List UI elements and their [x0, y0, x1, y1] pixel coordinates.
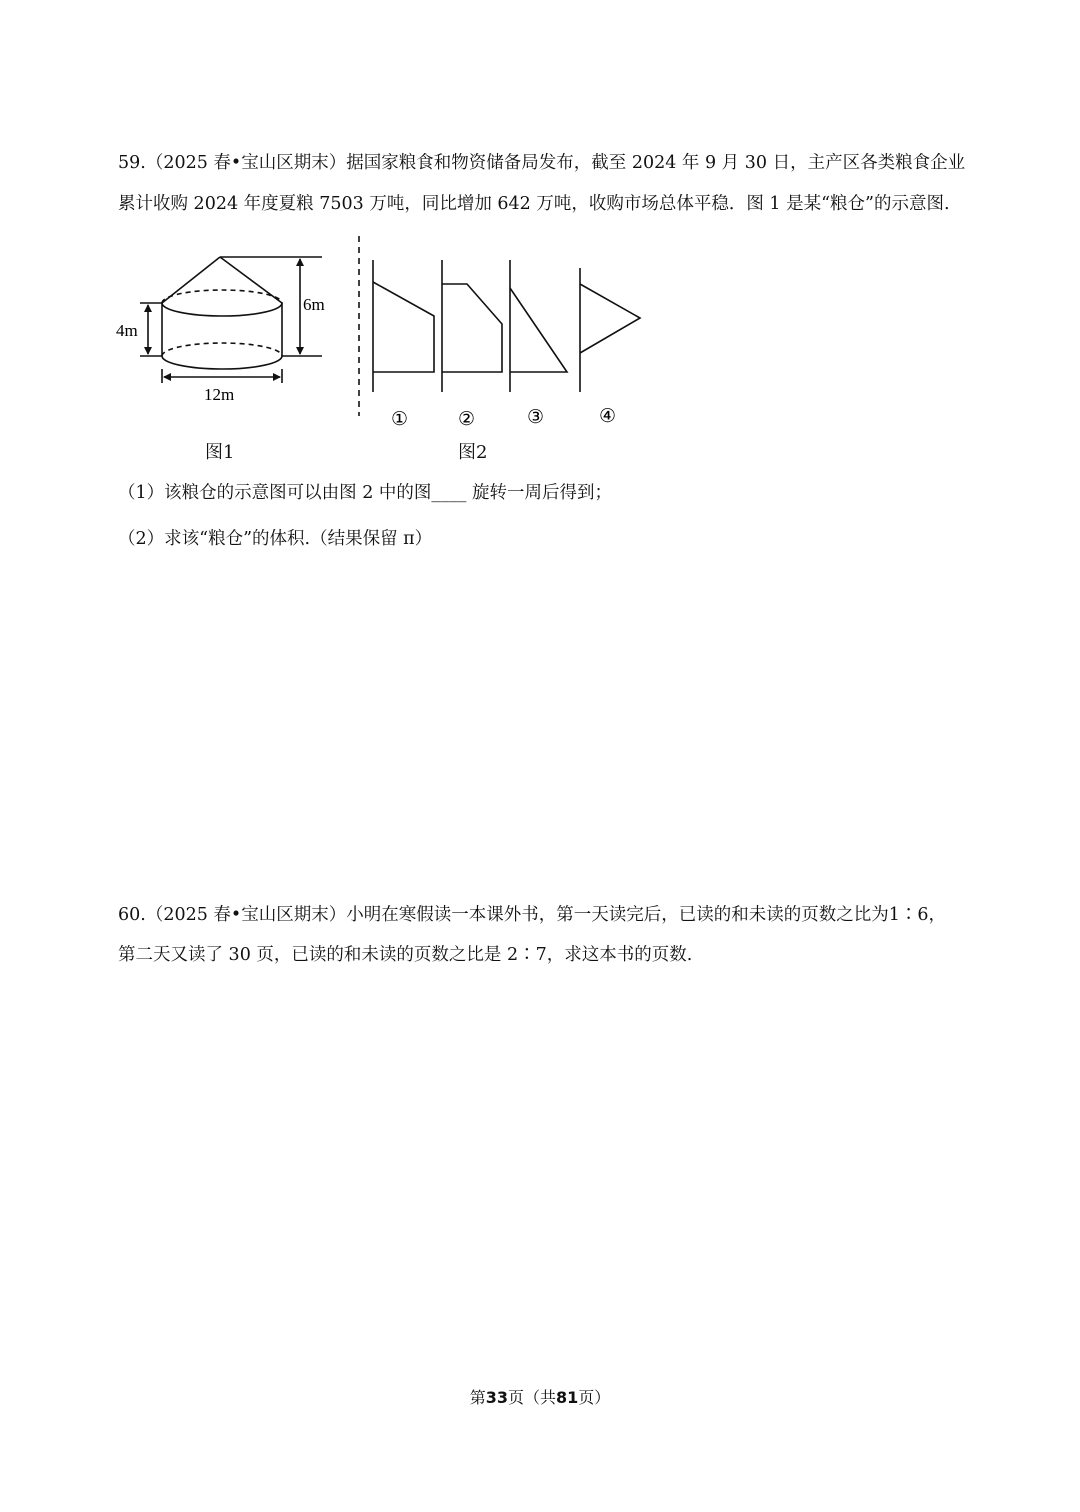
label-6m: 6m [303, 295, 325, 314]
shape3-label: ③ [527, 407, 545, 428]
top-ellipse-front [162, 303, 282, 316]
figure-1-granary [110, 245, 340, 410]
shape4-outline [580, 284, 640, 353]
shape1-outline [373, 282, 434, 372]
q59-part-1: （1）该粮仓的示意图可以由图 2 中的图____ 旋转一周后得到； [118, 483, 612, 503]
q59-part-2: （2）求该“粮仓”的体积.（结果保留 π） [118, 529, 433, 549]
page-footer [0, 1385, 1080, 1408]
q60-line-2: 第二天又读了 30 页，已读的和未读的页数之比是 2∶7，求这本书的页数. [118, 945, 693, 965]
figure-2-caption: 图2 [458, 442, 488, 463]
q59-line-2: 累计收购 2024 年度夏粮 7503 万吨，同比增加 642 万吨，收购市场总体平稳．图 1 是某“粮仓”的示意图. [118, 194, 950, 214]
footer-prefix: 第 [469, 1388, 486, 1407]
figure-1-caption: 图1 [205, 442, 235, 463]
label-4m: 4m [116, 321, 138, 340]
label-12m: 12m [204, 385, 235, 404]
shape2-outline [442, 284, 502, 372]
bottom-ellipse-front [162, 356, 282, 369]
shape1-label: ① [391, 409, 409, 430]
total-page-count: 81 [556, 1388, 579, 1407]
cone-right-edge [220, 257, 282, 303]
q60-line-1: 60.（2025 春•宝山区期末）小明在寒假读一本课外书，第一天读完后，已读的和未读的页数之比为1∶6， [118, 905, 947, 925]
shape3-outline [510, 288, 567, 372]
shape2-label: ② [458, 409, 476, 430]
current-page-number: 33 [485, 1388, 508, 1407]
figure-2-shapes [345, 232, 655, 432]
shape4-label: ④ [599, 406, 617, 427]
footer-mid: 页（共 [507, 1388, 556, 1407]
footer-suffix: 页） [578, 1388, 611, 1407]
bottom-ellipse-back [162, 343, 282, 356]
top-ellipse-back [162, 290, 282, 303]
q59-line-1: 59.（2025 春•宝山区期末）据国家粮食和物资储备局发布，截至 2024 年 9 月 30 日，主产区各类粮食企业 [118, 153, 966, 173]
